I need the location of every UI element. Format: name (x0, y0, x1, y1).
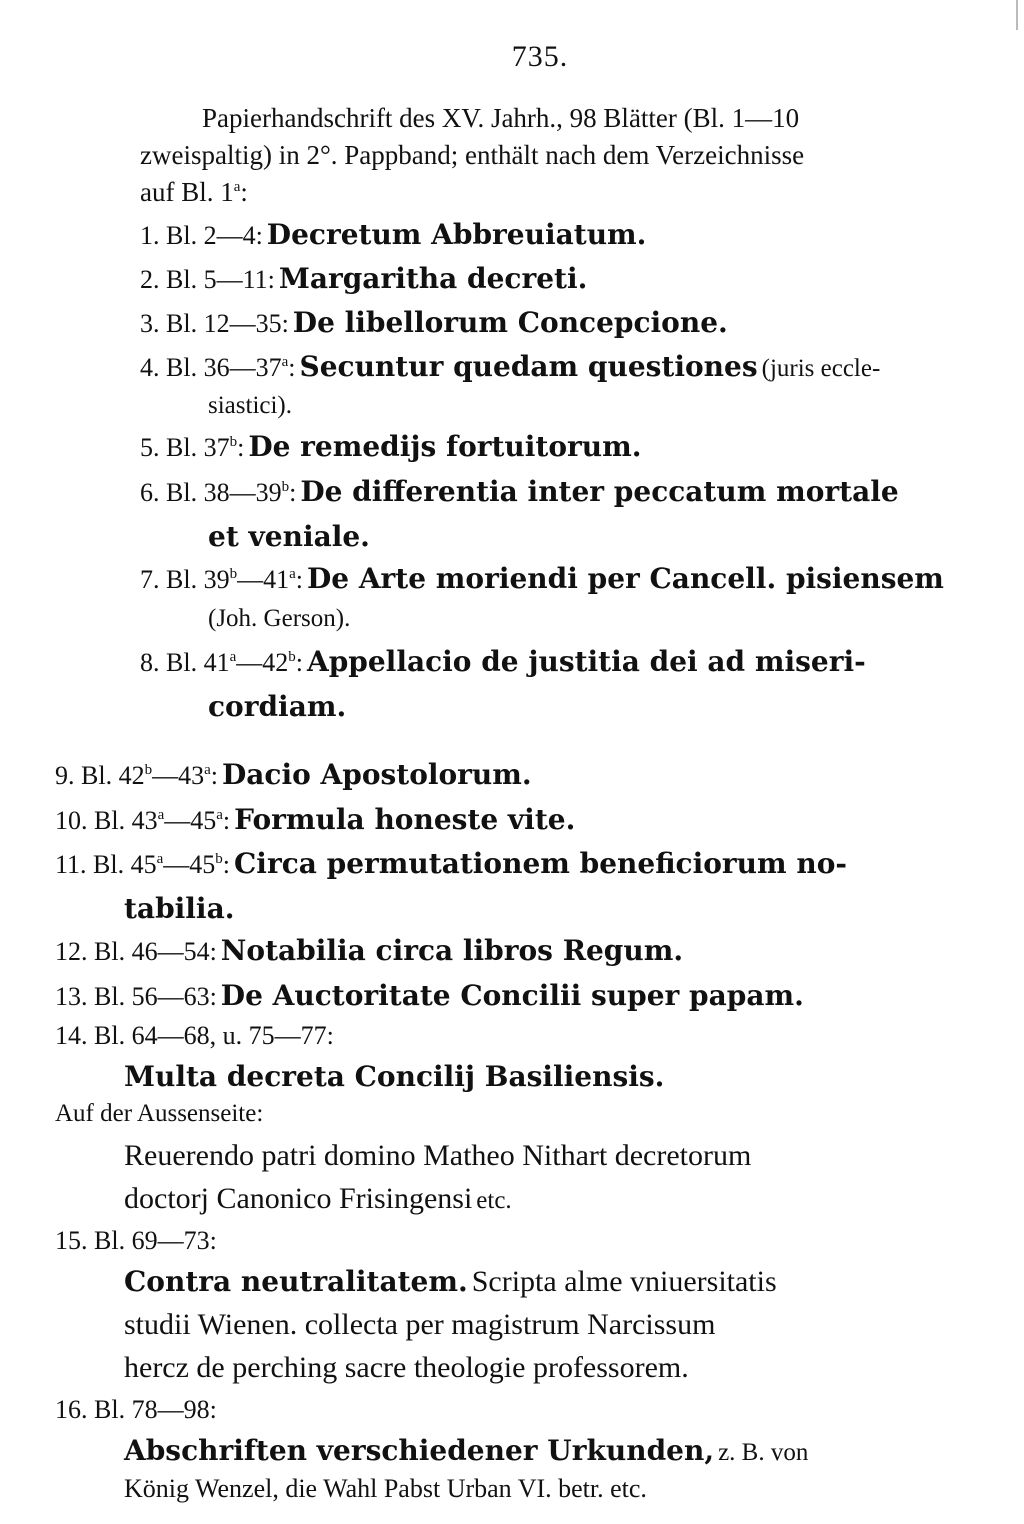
manuscript-description (140, 100, 940, 211)
entry-folio: 8. Bl. 41$^a$—42$^b$: (140, 648, 303, 677)
page-number: 735. (511, 40, 569, 73)
entry-text: Scripta alme vniuersitatis (471, 1265, 777, 1298)
entry-continuation: tabilia. (124, 892, 235, 925)
entry-folio: 10. Bl. 43$^a$—45$^a$: (55, 806, 231, 835)
entry-title: De Auctoritate Concilii super papam. (220, 979, 804, 1012)
entry-title: De Arte moriendi per Cancell. pisiensem (306, 562, 944, 595)
entry-folio: 5. Bl. 37$^b$: (140, 433, 245, 462)
entry-title: Decretum Abbreuiatum. (266, 218, 647, 251)
entry-title: Margaritha decreti. (278, 262, 588, 295)
entry-folio: 3. Bl. 12—35: (140, 309, 289, 338)
intro-line-1: Papierhandschrift des XV. Jahrh., 98 Blätter (Bl. 1—10 (202, 103, 800, 133)
entry-title: Dacio Apostolorum. (221, 758, 532, 791)
entry-continuation: (Joh. Gerson). (208, 605, 351, 632)
entry-title: Notabilia circa libros Regum. (220, 934, 684, 967)
entry-title: De differentia inter peccatum mortale (300, 475, 899, 508)
entry-folio: 12. Bl. 46—54: (55, 937, 217, 966)
entry-folio: 16. Bl. 78—98: (55, 1395, 217, 1424)
entry-text: hercz de perching sacre theologie professorem. (124, 1351, 689, 1384)
scan-edge-mark (1016, 0, 1022, 30)
aussenseite-line-2: doctorj Canonico Frisingensi etc. (124, 1182, 512, 1215)
entry-folio: 2. Bl. 5—11: (140, 265, 275, 294)
entry-title: Circa permutationem beneficiorum no- (234, 847, 848, 880)
entry-title: Multa decreta Concilij Basiliensis. (124, 1060, 665, 1093)
entry-text: z. B. von (718, 1439, 809, 1466)
entry-title: Formula honeste vite. (234, 803, 576, 836)
entry-folio: 1. Bl. 2—4: (140, 221, 263, 250)
entry-continuation: cordiam. (208, 690, 347, 723)
entry-text: studii Wienen. collecta per magistrum Narcissum (124, 1308, 716, 1341)
entry-title: Abschriften verschiedener Urkunden, (124, 1434, 715, 1467)
entry-folio: 6. Bl. 38—39$^b$: (140, 478, 297, 507)
entry-folio: 11. Bl. 45$^a$—45$^b$: (55, 850, 231, 879)
entry-continuation: et veniale. (208, 520, 370, 553)
entry-folio: 13. Bl. 56—63: (55, 982, 217, 1011)
aussenseite-line-1: Reuerendo patri domino Matheo Nithart decretorum (124, 1139, 752, 1172)
entry-folio: 9. Bl. 42$^b$—43$^a$: (55, 761, 218, 790)
entry-note: (juris eccle- (761, 355, 881, 382)
entry-folio: 4. Bl. 36—37$^a$: (140, 353, 296, 382)
entry-folio: 15. Bl. 69—73: (55, 1226, 217, 1255)
entry-title: Contra neutralitatem. (124, 1265, 468, 1298)
intro-line-3: auf Bl. 1$^a$: (140, 177, 248, 207)
intro-line-2: zweispaltig) in 2°. Pappband; enthält nach dem Verzeichnisse (140, 140, 805, 170)
aussenseite-label: Auf der Aussenseite: (55, 1100, 264, 1127)
entry-text: König Wenzel, die Wahl Pabst Urban VI. betr. etc. (124, 1474, 647, 1503)
entry-title: De remedijs fortuitorum. (248, 430, 642, 463)
entry-title: Secuntur quedam questiones (299, 350, 758, 383)
entry-folio: 7. Bl. 39$^b$—41$^a$: (140, 565, 303, 594)
entry-title: Appellacio de justitia dei ad miseri- (306, 645, 866, 678)
entry-continuation: siastici). (208, 392, 293, 419)
entry-folio: 14. Bl. 64—68, u. 75—77: (55, 1021, 334, 1050)
entry-title: De libellorum Concepcione. (292, 306, 728, 339)
